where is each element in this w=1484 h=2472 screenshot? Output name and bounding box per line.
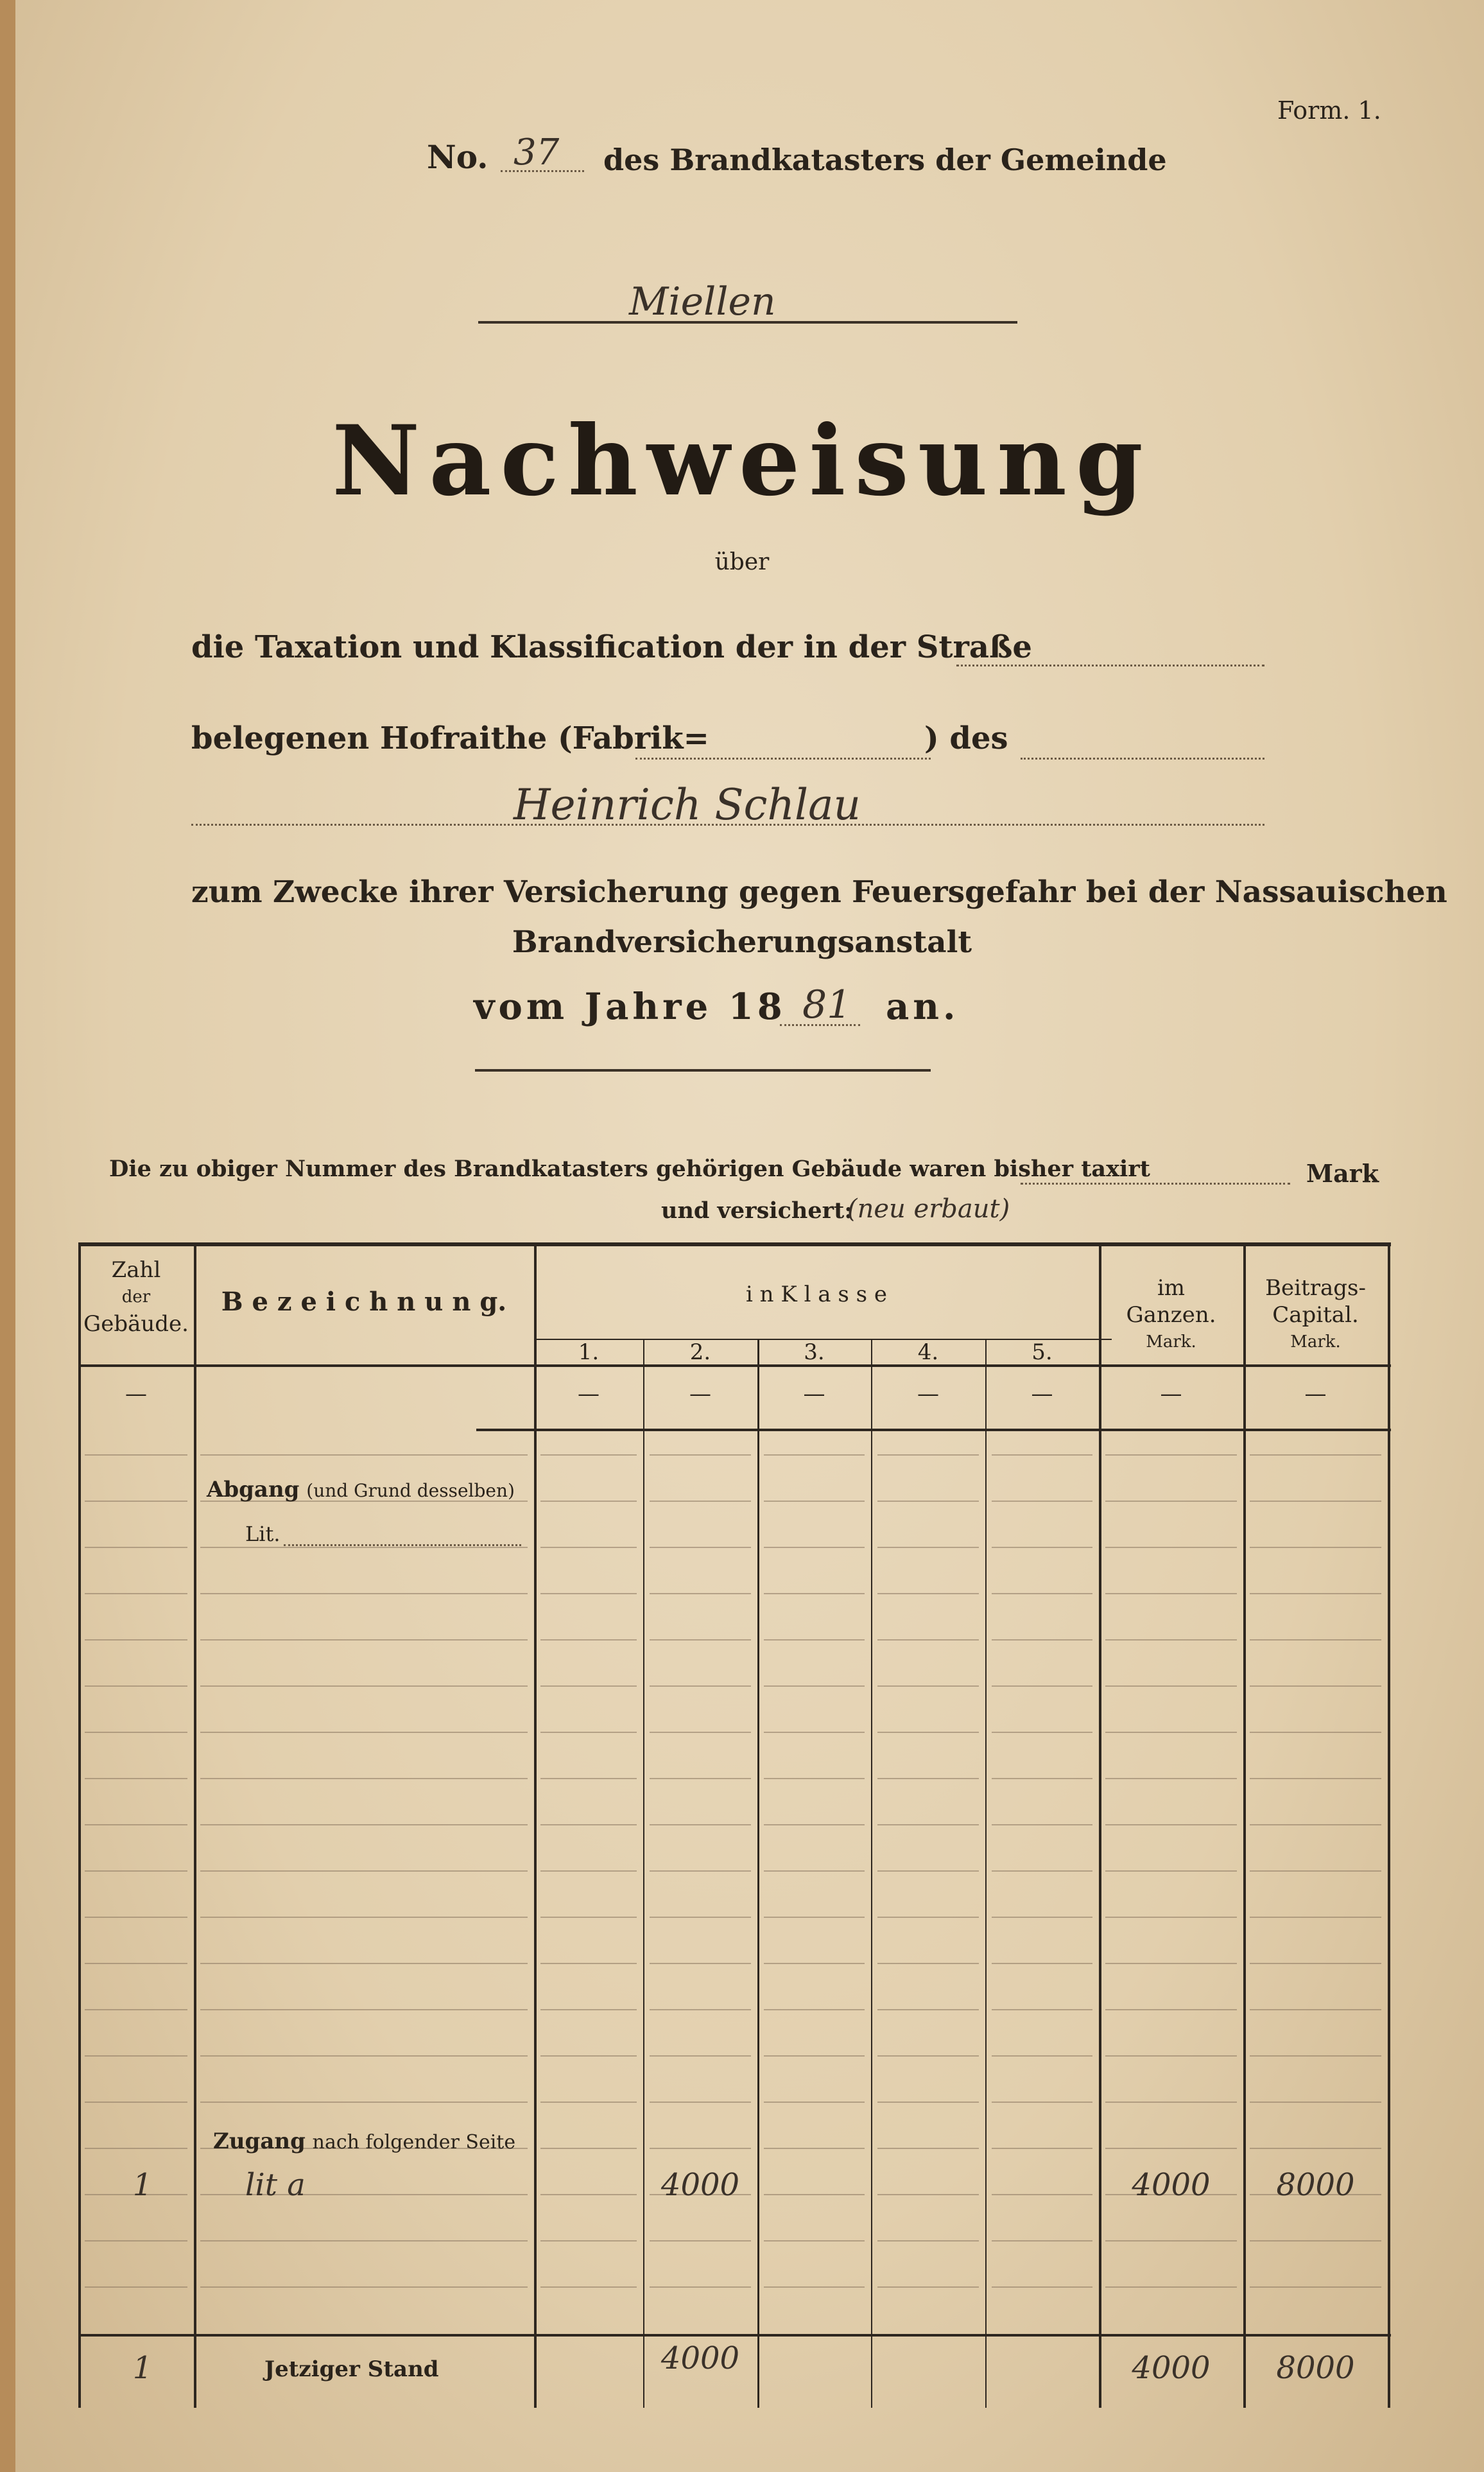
ruled-line — [992, 1593, 1092, 1594]
ruled-line — [992, 1732, 1092, 1733]
ruled-line — [85, 1685, 187, 1687]
ruled-line — [877, 1917, 979, 1918]
ruled-line — [200, 2009, 528, 2010]
ruled-line — [85, 1639, 187, 1641]
ruled-line — [540, 2240, 637, 2241]
owner-name: Heinrich Schlau — [513, 780, 861, 830]
ruled-line — [1250, 1639, 1381, 1641]
ruled-line — [1105, 2009, 1237, 2010]
ruled-line — [877, 1778, 979, 1779]
ruled-line — [992, 1870, 1092, 1872]
ruled-line — [1105, 1547, 1237, 1548]
class-header: i n K l a s s e — [746, 1282, 887, 1307]
description-header: B e z e i c h n u n g. — [221, 1287, 507, 1317]
ruled-line — [1105, 2102, 1237, 2103]
ruled-line — [1250, 1732, 1381, 1733]
ruled-line — [650, 1963, 751, 1964]
ruled-line — [764, 1870, 865, 1872]
ruled-line — [992, 1917, 1092, 1918]
ruled-line — [877, 1963, 979, 1964]
ruled-line — [200, 1732, 528, 1733]
ruled-line — [992, 2240, 1092, 2241]
property-line-des: ) des — [924, 720, 1008, 756]
ruled-line — [764, 1778, 865, 1779]
street-line — [956, 665, 1264, 666]
ruled-line — [1250, 1685, 1381, 1687]
ruled-line — [877, 1454, 979, 1456]
ruled-line — [764, 1593, 865, 1594]
current-total: 4000 — [1132, 2350, 1211, 2386]
ruled-line — [992, 1778, 1092, 1779]
ruled-line — [1250, 1501, 1381, 1502]
ruled-line — [764, 1917, 865, 1918]
ruled-line — [200, 2055, 528, 2057]
dash: — — [803, 1381, 825, 1407]
ruled-line — [992, 1501, 1092, 1502]
ruled-line — [992, 2102, 1092, 2103]
ruled-line — [1250, 1824, 1381, 1825]
ruled-line — [650, 2240, 751, 2241]
dash: — — [1031, 1381, 1053, 1407]
subtitle: über — [714, 549, 770, 575]
taxation-line: die Taxation und Klassification der in der Straße — [191, 629, 1032, 665]
ruled-line — [540, 1593, 637, 1594]
ruled-line — [992, 1963, 1092, 1964]
zugang-count: 1 — [132, 2167, 153, 2203]
ruled-line — [85, 2102, 187, 2103]
lit-line — [284, 1544, 521, 1546]
ruled-line — [1105, 2286, 1237, 2288]
ruled-line — [650, 1870, 751, 1872]
ruled-line — [1105, 1917, 1237, 1918]
ruled-line — [1250, 1547, 1381, 1548]
register-text: des Brandkatasters der Gemeinde — [603, 143, 1167, 177]
ruled-line — [1250, 1454, 1381, 1456]
ruled-line — [650, 1593, 751, 1594]
ruled-line — [200, 1547, 528, 1548]
title-divider — [475, 1069, 931, 1072]
ruled-line — [877, 1547, 979, 1548]
ruled-line — [877, 2194, 979, 2195]
zugang-class-2: 4000 — [660, 2167, 740, 2203]
class-2-header: 2. — [689, 1339, 711, 1365]
ruled-line — [650, 1639, 751, 1641]
contribution-header: Beitrags- Capital. Mark. — [1265, 1275, 1366, 1352]
zugang-contribution: 8000 — [1276, 2167, 1355, 2203]
ruled-line — [877, 2055, 979, 2057]
ruled-line — [200, 1824, 528, 1825]
ruled-line — [764, 1501, 865, 1502]
ruled-line — [650, 2148, 751, 2149]
register-number: 37 — [513, 132, 560, 173]
year-prefix: vom Jahre 18 — [474, 986, 786, 1028]
ruled-line — [1105, 1501, 1237, 1502]
prior-note: (neu erbaut) — [847, 1194, 1010, 1224]
ruled-line — [85, 1732, 187, 1733]
ruled-line — [1250, 1917, 1381, 1918]
ruled-line — [650, 2009, 751, 2010]
ruled-line — [1250, 2286, 1381, 2288]
total-header: im Ganzen. Mark. — [1126, 1275, 1216, 1352]
ruled-line — [200, 1870, 528, 1872]
prior-text-2: und versichert: — [661, 1197, 853, 1224]
ruled-line — [85, 1870, 187, 1872]
ruled-line — [85, 1963, 187, 1964]
ruled-line — [992, 1547, 1092, 1548]
ruled-line — [200, 1778, 528, 1779]
ruled-line — [1105, 1963, 1237, 1964]
ruled-line — [764, 2148, 865, 2149]
class-3-header: 3. — [804, 1339, 825, 1365]
ruled-line — [1250, 1870, 1381, 1872]
ruled-line — [650, 1501, 751, 1502]
ruled-line — [877, 2102, 979, 2103]
ruled-line — [877, 1501, 979, 1502]
document-title: Nachweisung — [332, 405, 1152, 518]
ruled-line — [200, 1963, 528, 1964]
ruled-line — [85, 1454, 187, 1456]
ruled-line — [877, 1824, 979, 1825]
ruled-line — [650, 1778, 751, 1779]
ruled-line — [540, 2286, 637, 2288]
ruled-line — [764, 1732, 865, 1733]
dash: — — [1304, 1381, 1327, 1407]
ruled-line — [540, 1685, 637, 1687]
ruled-line — [1250, 1593, 1381, 1594]
current-count: 1 — [132, 2350, 153, 2386]
property-line: belegenen Hofraithe (Fabrik= — [191, 720, 709, 756]
ruled-line — [764, 2055, 865, 2057]
ruled-line — [877, 1685, 979, 1687]
zugang-total: 4000 — [1132, 2167, 1211, 2203]
abgang-row-label: Abgang (und Grund desselben) — [207, 1477, 515, 1502]
ruled-line — [1250, 2148, 1381, 2149]
ruled-line — [540, 1917, 637, 1918]
current-status-label: Jetziger Stand — [264, 2356, 439, 2382]
ruled-line — [85, 2286, 187, 2288]
building-table — [78, 1242, 1391, 2408]
dash: — — [917, 1381, 939, 1407]
ruled-line — [85, 2148, 187, 2149]
ruled-line — [1250, 2102, 1381, 2103]
ruled-line — [540, 1732, 637, 1733]
ruled-line — [992, 1454, 1092, 1456]
zugang-lit: lit a — [245, 2167, 306, 2203]
ruled-line — [877, 2286, 979, 2288]
class-1-header: 1. — [578, 1339, 600, 1365]
prior-text-1: Die zu obiger Nummer des Brandkatasters gehörigen Gebäude waren bisher taxirt — [109, 1156, 1150, 1182]
ruled-line — [1105, 1454, 1237, 1456]
count-header: Zahl der Gebäude. — [83, 1257, 189, 1337]
ruled-line — [650, 1454, 751, 1456]
purpose-line-2: Brandversicherungsanstalt — [512, 925, 972, 960]
ruled-line — [1105, 1732, 1237, 1733]
ruled-line — [764, 2286, 865, 2288]
ruled-line — [877, 1732, 979, 1733]
zugang-row-label: Zugang nach folgender Seite — [213, 2128, 516, 2154]
ruled-line — [1105, 1685, 1237, 1687]
ruled-line — [85, 2009, 187, 2010]
ruled-line — [1105, 2055, 1237, 2057]
ruled-line — [650, 1824, 751, 1825]
year-line — [780, 1024, 860, 1026]
ruled-line — [85, 2055, 187, 2057]
ruled-line — [650, 1547, 751, 1548]
ruled-line — [200, 1593, 528, 1594]
municipality-underline — [478, 321, 1017, 324]
ruled-line — [764, 1547, 865, 1548]
class-4-header: 4. — [917, 1339, 939, 1365]
municipality-name: Miellen — [629, 279, 776, 324]
ruled-line — [1105, 1870, 1237, 1872]
ruled-line — [540, 1824, 637, 1825]
ruled-line — [877, 1870, 979, 1872]
ruled-line — [85, 2240, 187, 2241]
ruled-line — [764, 1454, 865, 1456]
ruled-line — [650, 1917, 751, 1918]
ruled-line — [650, 2102, 751, 2103]
ruled-line — [200, 1454, 528, 1456]
ruled-line — [764, 2009, 865, 2010]
ruled-line — [200, 1639, 528, 1641]
ruled-line — [85, 1778, 187, 1779]
current-class-2: 4000 — [660, 2340, 740, 2376]
ruled-line — [877, 2009, 979, 2010]
ruled-line — [650, 2286, 751, 2288]
ruled-line — [1105, 1593, 1237, 1594]
ruled-line — [1250, 2240, 1381, 2241]
ruled-line — [540, 1501, 637, 1502]
ruled-line — [992, 1685, 1092, 1687]
ruled-line — [540, 2194, 637, 2195]
register-number-line — [501, 170, 584, 172]
ruled-line — [85, 1824, 187, 1825]
owner-line — [191, 824, 1264, 826]
lit-label: Lit. — [245, 1522, 280, 1546]
ruled-line — [992, 1639, 1092, 1641]
ruled-line — [540, 1778, 637, 1779]
ruled-line — [200, 2240, 528, 2241]
ruled-line — [1105, 1778, 1237, 1779]
purpose-line-1: zum Zwecke ihrer Versicherung gegen Feuersgefahr bei der Nassauischen — [191, 875, 1447, 910]
ruled-line — [540, 2148, 637, 2149]
ruled-line — [1105, 2148, 1237, 2149]
ruled-line — [1250, 2009, 1381, 2010]
ruled-line — [992, 2055, 1092, 2057]
form-label: Form. 1. — [1277, 96, 1381, 125]
ruled-line — [540, 2055, 637, 2057]
ruled-line — [200, 1685, 528, 1687]
ruled-line — [200, 1917, 528, 1918]
ruled-line — [650, 1732, 751, 1733]
prior-mark-label: Mark — [1306, 1159, 1379, 1188]
ruled-line — [992, 1824, 1092, 1825]
current-contribution: 8000 — [1276, 2350, 1355, 2386]
dash: — — [578, 1381, 600, 1407]
ruled-line — [764, 1963, 865, 1964]
class-5-header: 5. — [1031, 1339, 1053, 1365]
ruled-line — [85, 1593, 187, 1594]
ruled-line — [540, 1963, 637, 1964]
ruled-line — [1250, 1963, 1381, 1964]
ruled-line — [650, 1685, 751, 1687]
ruled-line — [85, 1917, 187, 1918]
page-edge — [0, 0, 15, 2472]
ruled-line — [877, 2148, 979, 2149]
ruled-line — [85, 1501, 187, 1502]
ruled-line — [200, 2286, 528, 2288]
ruled-line — [200, 2102, 528, 2103]
dash: — — [1160, 1381, 1182, 1407]
ruled-line — [992, 2286, 1092, 2288]
ruled-line — [1250, 1778, 1381, 1779]
ruled-line — [877, 1593, 979, 1594]
dash: — — [689, 1381, 711, 1407]
ruled-line — [1105, 1639, 1237, 1641]
des-line — [1021, 758, 1264, 760]
ruled-line — [877, 2240, 979, 2241]
prior-amount-line — [1021, 1183, 1290, 1185]
ruled-line — [992, 2148, 1092, 2149]
ruled-line — [1105, 1824, 1237, 1825]
ruled-line — [992, 2009, 1092, 2010]
year-value: 81 — [802, 982, 852, 1027]
ruled-line — [764, 2194, 865, 2195]
ruled-line — [650, 2055, 751, 2057]
ruled-line — [540, 1639, 637, 1641]
ruled-line — [992, 2194, 1092, 2195]
ruled-line — [85, 1547, 187, 1548]
ruled-line — [764, 1685, 865, 1687]
ruled-line — [540, 2009, 637, 2010]
ruled-line — [877, 1639, 979, 1641]
no-label: No. — [427, 138, 488, 176]
ruled-line — [1105, 2240, 1237, 2241]
year-suffix: an. — [886, 986, 960, 1028]
ruled-line — [764, 2102, 865, 2103]
ruled-line — [1250, 2055, 1381, 2057]
ruled-line — [764, 2240, 865, 2241]
ruled-line — [540, 1454, 637, 1456]
ruled-line — [540, 1547, 637, 1548]
ruled-line — [540, 1870, 637, 1872]
ruled-line — [764, 1824, 865, 1825]
dash: — — [125, 1381, 147, 1407]
factory-line — [635, 758, 931, 760]
ruled-line — [540, 2102, 637, 2103]
ruled-line — [764, 1639, 865, 1641]
